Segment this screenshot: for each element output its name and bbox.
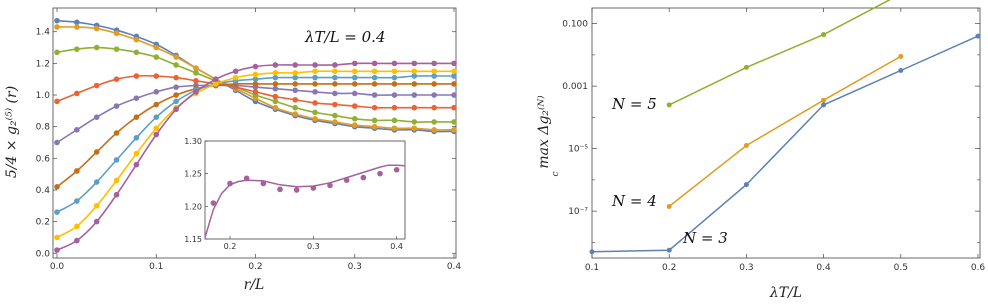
- right-series-point: [590, 249, 595, 254]
- main-series-point: [54, 50, 60, 56]
- main-series-point: [173, 62, 179, 68]
- main-series-point: [213, 76, 219, 82]
- main-series-point: [372, 124, 378, 130]
- main-series-point: [451, 68, 457, 74]
- main-series-point: [74, 46, 80, 52]
- main-series-point: [332, 102, 338, 108]
- main-series-point: [292, 81, 298, 87]
- main-series-point: [74, 198, 80, 204]
- inset-plot-background: [205, 141, 405, 239]
- main-series-point: [74, 238, 80, 244]
- main-xtick-label: 0.3: [347, 262, 362, 272]
- main-series-point: [134, 95, 140, 101]
- main-series-point: [173, 54, 179, 60]
- main-series-point: [392, 75, 398, 81]
- main-series-point: [312, 75, 318, 81]
- right-ytick-label: 10⁻⁵: [568, 144, 588, 155]
- main-series-point: [273, 70, 279, 76]
- right-series-point: [898, 54, 903, 59]
- right-series-point: [898, 68, 903, 73]
- right-series-line: [669, 56, 901, 206]
- main-series-point: [273, 81, 279, 87]
- right-series-point: [821, 32, 826, 37]
- main-series-point: [312, 89, 318, 95]
- main-series-point: [114, 192, 120, 198]
- inset-plot: [184, 137, 405, 251]
- right-ylabel-subscript: c: [551, 171, 561, 177]
- main-series-point: [193, 70, 199, 76]
- main-series-point: [114, 178, 120, 184]
- inset-series-point: [361, 175, 367, 181]
- main-series-point: [372, 105, 378, 111]
- main-xtick-label: 0.0: [49, 262, 65, 272]
- main-series-point: [153, 54, 159, 60]
- right-series-point: [667, 102, 672, 107]
- main-ytick-label: 0.4: [35, 185, 50, 196]
- main-series-point: [153, 132, 159, 138]
- right-series-point: [976, 34, 981, 39]
- main-series-point: [74, 224, 80, 230]
- main-series-point: [412, 125, 418, 131]
- inset-series-point: [327, 183, 333, 189]
- main-xtick-label: 0.1: [149, 262, 164, 272]
- main-series-point: [431, 92, 437, 98]
- main-series-point: [253, 72, 259, 78]
- main-series-point: [173, 84, 179, 90]
- main-series-point: [352, 91, 358, 97]
- main-series-point: [412, 105, 418, 111]
- main-ytick-label: 1.2: [35, 59, 50, 70]
- right-series-line: [592, 36, 978, 252]
- right-xlabel: λT/L: [769, 285, 803, 301]
- main-series-point: [312, 100, 318, 106]
- main-series-point: [74, 127, 80, 133]
- main-series-point: [352, 61, 358, 67]
- main-series-point: [332, 91, 338, 97]
- right-ytick-label: 0.100: [562, 19, 588, 30]
- main-series-point: [54, 184, 60, 190]
- right-ytick-label: 0.001: [562, 82, 588, 93]
- main-series-point: [273, 94, 279, 100]
- main-series-point: [431, 61, 437, 67]
- main-series-point: [273, 62, 279, 68]
- main-series-point: [134, 37, 140, 43]
- inset-series-point: [261, 181, 267, 187]
- main-series-point: [352, 116, 358, 122]
- main-series-point: [94, 83, 100, 89]
- main-series-point: [153, 45, 159, 51]
- right-xtick-label: 0.6: [970, 263, 986, 273]
- main-series-point: [134, 162, 140, 168]
- right-series-point: [744, 182, 749, 187]
- main-series-point: [451, 92, 457, 98]
- right-series-point: [667, 248, 672, 253]
- main-series-point: [153, 89, 159, 95]
- main-series-point: [54, 140, 60, 146]
- main-ytick-label: 0.8: [35, 122, 50, 133]
- right-xtick-label: 0.5: [893, 263, 908, 273]
- main-series-point: [173, 99, 179, 105]
- right-xtick-label: 0.3: [739, 263, 754, 273]
- main-series-point: [431, 68, 437, 74]
- main-series-point: [134, 114, 140, 120]
- right-ylabel: max Δg₂⁽ᴺ⁾: [536, 95, 552, 169]
- main-series-point: [153, 114, 159, 120]
- inset-series-point: [294, 187, 300, 193]
- main-series-point: [114, 130, 120, 136]
- main-series-point: [74, 168, 80, 174]
- main-series-point: [431, 127, 437, 133]
- main-series-point: [332, 81, 338, 87]
- right-series-line: [669, 0, 901, 105]
- main-series-point: [451, 105, 457, 111]
- main-annotation: λT/L = 0.4: [305, 28, 386, 46]
- main-series-point: [54, 209, 60, 215]
- main-series-point: [392, 81, 398, 87]
- main-series-point: [412, 92, 418, 98]
- inset-series-point: [244, 175, 250, 181]
- main-series-point: [372, 81, 378, 87]
- inset-ytick-label: 1.20: [184, 202, 202, 212]
- main-series-point: [94, 219, 100, 225]
- main-series-point: [292, 62, 298, 68]
- right-plot-frame: [592, 8, 980, 258]
- main-series-point: [114, 157, 120, 163]
- right-series-point: [667, 204, 672, 209]
- right-series-point: [744, 65, 749, 70]
- main-series-point: [253, 64, 259, 70]
- main-series-point: [412, 81, 418, 87]
- main-xtick-label: 0.2: [248, 262, 263, 272]
- main-ytick-label: 0.0: [35, 249, 50, 260]
- main-series-point: [451, 81, 457, 87]
- inset-xtick-label: 0.4: [390, 242, 404, 251]
- main-series-point: [332, 113, 338, 119]
- main-series-point: [431, 119, 437, 125]
- main-series-point: [54, 235, 60, 241]
- main-series-point: [412, 119, 418, 125]
- inset-series-point: [394, 167, 400, 173]
- main-series-point: [153, 102, 159, 108]
- main-series-point: [372, 75, 378, 81]
- main-series-point: [352, 75, 358, 81]
- main-xtick-label: 0.4: [446, 262, 462, 272]
- inset-ytick-label: 1.15: [184, 235, 202, 244]
- inset-xtick-label: 0.3: [306, 242, 320, 251]
- inset-series-point: [377, 171, 383, 177]
- main-series-point: [134, 135, 140, 141]
- main-series-point: [94, 26, 100, 32]
- main-series-point: [412, 61, 418, 67]
- right-plot: [536, 0, 985, 301]
- main-series-point: [392, 118, 398, 124]
- right-axes: [562, 8, 985, 273]
- main-series-point: [352, 81, 358, 87]
- inset-ytick-label: 1.25: [184, 169, 202, 179]
- main-series-point: [273, 105, 279, 111]
- right-series: [590, 0, 981, 254]
- main-series-point: [332, 68, 338, 74]
- series-label-n5: N = 5: [612, 95, 657, 113]
- right-xtick-label: 0.4: [816, 263, 831, 273]
- main-series-point: [312, 81, 318, 87]
- main-ylabel: 5/4 × g₂⁽⁵⁾ (r): [4, 85, 20, 179]
- main-series-point: [292, 111, 298, 117]
- series-label-n4: N = 4: [612, 192, 657, 210]
- main-ytick-label: 0.2: [35, 217, 50, 228]
- main-series-point: [372, 92, 378, 98]
- main-series-point: [332, 119, 338, 125]
- main-series-point: [292, 97, 298, 103]
- inset-series-point: [227, 181, 233, 187]
- main-series-point: [392, 61, 398, 67]
- main-series-point: [451, 127, 457, 133]
- main-series-point: [292, 87, 298, 93]
- main-series-point: [372, 68, 378, 74]
- main-series-point: [94, 149, 100, 155]
- main-series-point: [134, 151, 140, 157]
- main-series-point: [94, 45, 100, 51]
- main-series-point: [153, 125, 159, 131]
- right-xtick-label: 0.2: [662, 263, 677, 273]
- main-series-point: [392, 125, 398, 131]
- right-ytick-label: 10⁻⁷: [568, 207, 588, 218]
- main-series-point: [372, 118, 378, 124]
- main-series-point: [352, 122, 358, 128]
- inset-xtick-label: 0.2: [223, 242, 237, 251]
- inset-series-point: [344, 177, 350, 183]
- main-xlabel: r/L: [243, 277, 265, 293]
- right-ylabel-group: [536, 95, 561, 177]
- right-series-point: [821, 102, 826, 107]
- right-series-point: [821, 98, 826, 103]
- main-series-point: [54, 24, 60, 30]
- main-series-point: [74, 91, 80, 97]
- main-series-point: [54, 247, 60, 253]
- main-series-point: [94, 114, 100, 120]
- main-series-point: [372, 61, 378, 67]
- main-series-point: [312, 116, 318, 122]
- main-series-point: [312, 62, 318, 68]
- main-series-point: [312, 110, 318, 116]
- main-series-point: [451, 61, 457, 67]
- main-series-point: [134, 50, 140, 56]
- main-series-point: [193, 89, 199, 95]
- main-series-point: [114, 31, 120, 37]
- main-series-point: [233, 75, 239, 81]
- main-series-point: [431, 81, 437, 87]
- series-label-n3: N = 3: [683, 229, 728, 247]
- main-ytick-label: 1.4: [35, 27, 50, 38]
- main-ytick-label: 1.0: [35, 91, 50, 102]
- main-series-point: [431, 105, 437, 111]
- main-ytick-label: 0.6: [35, 154, 50, 165]
- main-series-point: [94, 203, 100, 209]
- main-series-point: [173, 106, 179, 112]
- main-series-point: [312, 68, 318, 74]
- inset-series-point: [277, 187, 283, 193]
- main-series-point: [292, 105, 298, 111]
- main-series-point: [114, 103, 120, 109]
- main-series-point: [392, 92, 398, 98]
- main-series-point: [153, 73, 159, 79]
- main-series-point: [392, 68, 398, 74]
- main-series-point: [173, 75, 179, 81]
- main-series-point: [412, 68, 418, 74]
- main-series-point: [74, 24, 80, 30]
- main-series-point: [332, 75, 338, 81]
- main-series-point: [451, 119, 457, 125]
- inset-series-point: [311, 185, 317, 191]
- right-xtick-label: 0.1: [584, 263, 600, 273]
- main-series-point: [352, 68, 358, 74]
- right-series-point: [744, 143, 749, 148]
- main-series-point: [332, 62, 338, 68]
- main-series-point: [54, 99, 60, 105]
- main-series-point: [352, 103, 358, 109]
- main-series-point: [173, 92, 179, 98]
- main-series-point: [392, 105, 398, 111]
- inset-series-point: [211, 200, 217, 206]
- main-series-point: [114, 76, 120, 82]
- main-series-point: [114, 46, 120, 52]
- main-series-point: [233, 68, 239, 74]
- main-series-point: [94, 179, 100, 185]
- main-series-point: [292, 70, 298, 76]
- main-series-point: [134, 73, 140, 79]
- inset-ytick-label: 1.30: [184, 137, 202, 146]
- main-series-point: [54, 18, 60, 24]
